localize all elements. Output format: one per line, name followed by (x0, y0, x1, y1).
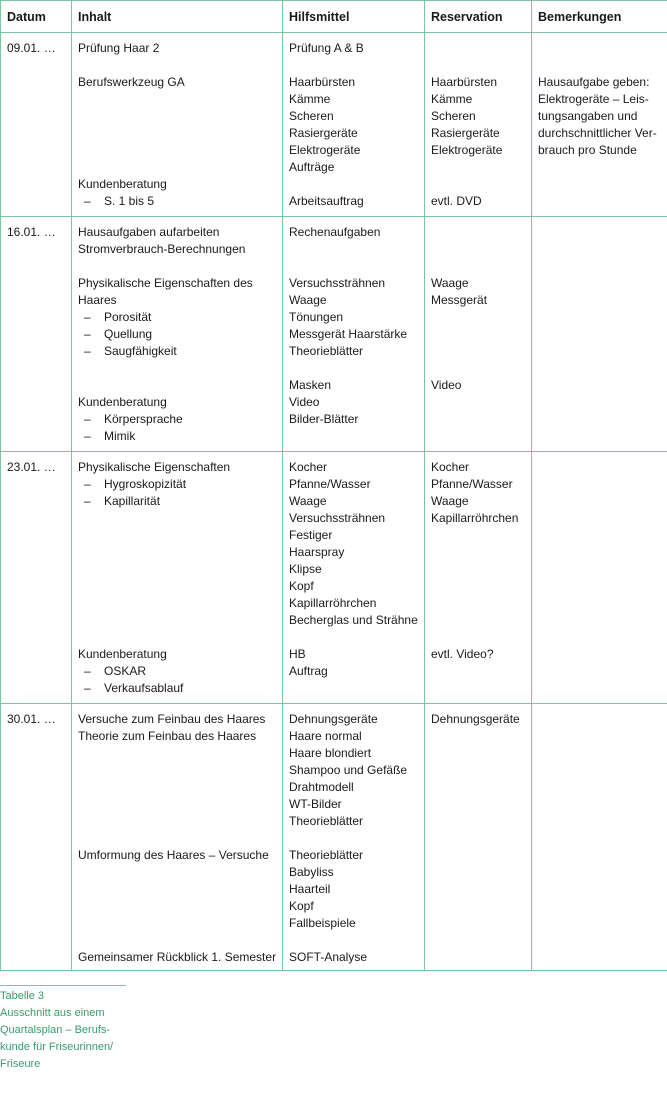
cell-text: Dehnungsgeräte (289, 712, 378, 726)
cell-text: Gemeinsamer Rückblick 1. Semester (78, 950, 277, 964)
header-datum: Datum (1, 1, 72, 33)
spacer (289, 241, 424, 258)
dash-bullet: – (84, 344, 91, 358)
cell-text: Prüfung A & B (289, 41, 364, 55)
cell-text: Haare blondiert (289, 746, 372, 760)
table-caption (0, 985, 126, 1073)
cell-text: Pfanne/Wasser (289, 477, 371, 491)
spacer (78, 561, 282, 578)
sub-item-text: Verkaufsablauf (104, 681, 184, 695)
cell-text: Rechenaufgaben (289, 225, 381, 239)
sub-item (78, 193, 282, 210)
cell-text: Berufswerkzeug GA (78, 75, 185, 89)
cell-text: Klipse (289, 562, 322, 576)
cell-hilfsmittel (283, 217, 425, 452)
spacer (431, 40, 531, 57)
cell-text: Physikalische Eigenschaften des (78, 276, 253, 290)
dash-bullet: – (84, 681, 91, 695)
cell-text: brauch pro Stunde (538, 143, 637, 157)
sub-item (78, 680, 282, 697)
sub-item-text: S. 1 bis 5 (104, 194, 155, 208)
spacer (78, 629, 282, 646)
spacer (289, 258, 424, 275)
cell-text: Elektrogeräte (289, 143, 361, 157)
sub-item (78, 343, 282, 360)
dash-bullet: – (84, 327, 91, 341)
spacer (431, 326, 531, 343)
cell-text: Theorieblätter (289, 848, 364, 862)
cell-text: Elektrogeräte – Leis- (538, 92, 649, 106)
cell-text: Waage (289, 494, 327, 508)
cell-text: Haare normal (289, 729, 362, 743)
cell-text: Video (431, 378, 462, 392)
spacer (78, 91, 282, 108)
cell-inhalt (72, 452, 283, 704)
cell-text: tungsangaben und (538, 109, 638, 123)
date-text: 23.01. … (7, 460, 56, 474)
cell-text: Haarteil (289, 882, 331, 896)
cell-text: Physikalische Eigenschaften (78, 460, 231, 474)
cell-text: Versuchssträhnen (289, 276, 386, 290)
dash-bullet: – (84, 310, 91, 324)
spacer (289, 176, 424, 193)
spacer (78, 864, 282, 881)
cell-text: Kocher (431, 460, 470, 474)
cell-datum (1, 452, 72, 704)
spacer (78, 745, 282, 762)
cell-text: Arbeitsauftrag (289, 194, 364, 208)
cell-text: Rasiergeräte (289, 126, 358, 140)
table-row (1, 452, 667, 704)
cell-text: Elektrogeräte (431, 143, 503, 157)
date-text: 09.01. … (7, 41, 56, 55)
spacer (78, 125, 282, 142)
sub-item (78, 411, 282, 428)
cell-text: Drahtmodell (289, 780, 354, 794)
sub-item-text: Saugfähigkeit (104, 344, 177, 358)
cell-text: Kapillarröhrchen (431, 511, 519, 525)
cell-text: Versuche zum Feinbau des Haares (78, 712, 266, 726)
sub-item-text: Quellung (104, 327, 153, 341)
cell-text: Scheren (289, 109, 334, 123)
spacer (289, 360, 424, 377)
cell-text: Kapillarröhrchen (289, 596, 377, 610)
spacer (78, 915, 282, 932)
sub-item (78, 476, 282, 493)
cell-text: Fallbeispiele (289, 916, 356, 930)
cell-text: Tönungen (289, 310, 344, 324)
cell-text: HB (289, 647, 306, 661)
spacer (78, 108, 282, 125)
cell-text: Theorie zum Feinbau des Haares (78, 729, 257, 743)
cell-text: Scheren (431, 109, 476, 123)
spacer (78, 258, 282, 275)
sub-item-text: Hygroskopizität (104, 477, 187, 491)
cell-reservation (425, 452, 532, 704)
sub-item (78, 428, 282, 445)
cell-inhalt (72, 704, 283, 971)
caption-line: Ausschnitt aus einem (0, 1007, 105, 1019)
cell-hilfsmittel (283, 704, 425, 971)
cell-text: Messgerät (431, 293, 488, 307)
table-row (1, 704, 667, 971)
cell-text: Kämme (431, 92, 473, 106)
cell-text: Theorieblätter (289, 814, 364, 828)
spacer (78, 779, 282, 796)
spacer (431, 224, 531, 241)
spacer (78, 142, 282, 159)
cell-text: Shampoo und Gefäße (289, 763, 408, 777)
cell-text: Bilder-Blätter (289, 412, 359, 426)
cell-datum (1, 704, 72, 971)
cell-inhalt (72, 217, 283, 452)
cell-reservation (425, 33, 532, 217)
spacer (431, 176, 531, 193)
cell-text: Hausaufgabe geben: (538, 75, 650, 89)
cell-text: WT-Bilder (289, 797, 342, 811)
spacer (78, 360, 282, 377)
dash-bullet: – (84, 477, 91, 491)
table-row (1, 33, 667, 217)
cell-text: Hausaufgaben aufarbeiten (78, 225, 220, 239)
cell-reservation (425, 217, 532, 452)
spacer (431, 595, 531, 612)
cell-text: Waage (289, 293, 327, 307)
spacer (431, 612, 531, 629)
cell-text: Kundenberatung (78, 647, 167, 661)
header-inhalt: Inhalt (72, 1, 283, 33)
spacer (431, 544, 531, 561)
sub-item (78, 309, 282, 326)
cell-text: evtl. Video? (431, 647, 494, 661)
cell-text: Theorieblätter (289, 344, 364, 358)
spacer (289, 830, 424, 847)
spacer (431, 309, 531, 326)
cell-bemerkungen (532, 704, 667, 971)
header-hilfsmittel: Hilfsmittel (283, 1, 425, 33)
spacer (78, 510, 282, 527)
spacer (78, 898, 282, 915)
dash-bullet: – (84, 494, 91, 508)
caption-line: Tabelle 3 (0, 990, 45, 1002)
cell-text: Auftrag (289, 664, 328, 678)
spacer (78, 527, 282, 544)
cell-text: Babyliss (289, 865, 334, 879)
spacer (78, 578, 282, 595)
spacer (78, 881, 282, 898)
cell-text: Kopf (289, 899, 314, 913)
spacer (78, 830, 282, 847)
sub-item (78, 663, 282, 680)
header-row (1, 1, 667, 33)
cell-text: Haarbürsten (431, 75, 498, 89)
cell-text: Festiger (289, 528, 333, 542)
sub-item (78, 493, 282, 510)
spacer (78, 595, 282, 612)
spacer (431, 578, 531, 595)
table-row (1, 217, 667, 452)
cell-text: Kundenberatung (78, 177, 167, 191)
cell-text: Kopf (289, 579, 314, 593)
cell-inhalt (72, 33, 283, 217)
cell-datum (1, 33, 72, 217)
cell-text: Video (289, 395, 320, 409)
spacer (289, 629, 424, 646)
cell-text: Kocher (289, 460, 328, 474)
dash-bullet: – (84, 429, 91, 443)
dash-bullet: – (84, 412, 91, 426)
cell-text: Messgerät Haarstärke (289, 327, 408, 341)
spacer (78, 159, 282, 176)
cell-text: durchschnittlicher Ver- (538, 126, 657, 140)
header-reservation: Reservation (425, 1, 532, 33)
cell-text: Haares (78, 293, 117, 307)
header-bemerkungen: Bemerkungen (532, 1, 667, 33)
dash-bullet: – (84, 194, 91, 208)
date-text: 30.01. … (7, 712, 56, 726)
spacer (289, 932, 424, 949)
caption-line: kunde für Friseurinnen/ (0, 1041, 114, 1053)
sub-item-text: Kapillarität (104, 494, 161, 508)
cell-bemerkungen (532, 452, 667, 704)
cell-text: Waage (431, 494, 469, 508)
spacer (431, 57, 531, 74)
spacer (431, 360, 531, 377)
cell-text: Rasiergeräte (431, 126, 500, 140)
cell-text: SOFT-Analyse (289, 950, 368, 964)
caption-line: Quartalsplan – Berufs- (0, 1024, 111, 1036)
spacer (538, 57, 667, 74)
spacer (78, 612, 282, 629)
spacer (431, 629, 531, 646)
cell-bemerkungen (532, 217, 667, 452)
cell-text: Becherglas und Strähne (289, 613, 418, 627)
cell-text: Aufträge (289, 160, 335, 174)
spacer (431, 241, 531, 258)
cell-text: Haarbürsten (289, 75, 356, 89)
spacer (78, 544, 282, 561)
cell-text: Umformung des Haares – Versuche (78, 848, 269, 862)
spacer (538, 40, 667, 57)
sub-item-text: Körpersprache (104, 412, 183, 426)
caption-line: Friseure (0, 1058, 41, 1070)
cell-text: Haarspray (289, 545, 345, 559)
cell-text: Masken (289, 378, 332, 392)
spacer (78, 762, 282, 779)
sub-item-text: Mimik (104, 429, 136, 443)
spacer (78, 932, 282, 949)
cell-text: Pfanne/Wasser (431, 477, 513, 491)
cell-hilfsmittel (283, 33, 425, 217)
cell-bemerkungen (532, 33, 667, 217)
cell-text: Prüfung Haar 2 (78, 41, 160, 55)
spacer (431, 258, 531, 275)
sub-item (78, 326, 282, 343)
spacer (78, 377, 282, 394)
cell-datum (1, 217, 72, 452)
cell-hilfsmittel (283, 452, 425, 704)
cell-text: evtl. DVD (431, 194, 482, 208)
spacer (78, 57, 282, 74)
date-text: 16.01. … (7, 225, 56, 239)
sub-item-text: OSKAR (104, 664, 147, 678)
spacer (289, 57, 424, 74)
cell-text: Versuchssträhnen (289, 511, 386, 525)
spacer (431, 527, 531, 544)
cell-text: Waage (431, 276, 469, 290)
cell-reservation (425, 704, 532, 971)
spacer (78, 813, 282, 830)
cell-text: Stromverbrauch-Berechnungen (78, 242, 246, 256)
spacer (431, 561, 531, 578)
dash-bullet: – (84, 664, 91, 678)
spacer (431, 343, 531, 360)
sub-item-text: Porosität (104, 310, 152, 324)
spacer (78, 796, 282, 813)
cell-text: Dehnungsgeräte (431, 712, 520, 726)
cell-text: Kundenberatung (78, 395, 167, 409)
cell-text: Kämme (289, 92, 331, 106)
spacer (431, 159, 531, 176)
